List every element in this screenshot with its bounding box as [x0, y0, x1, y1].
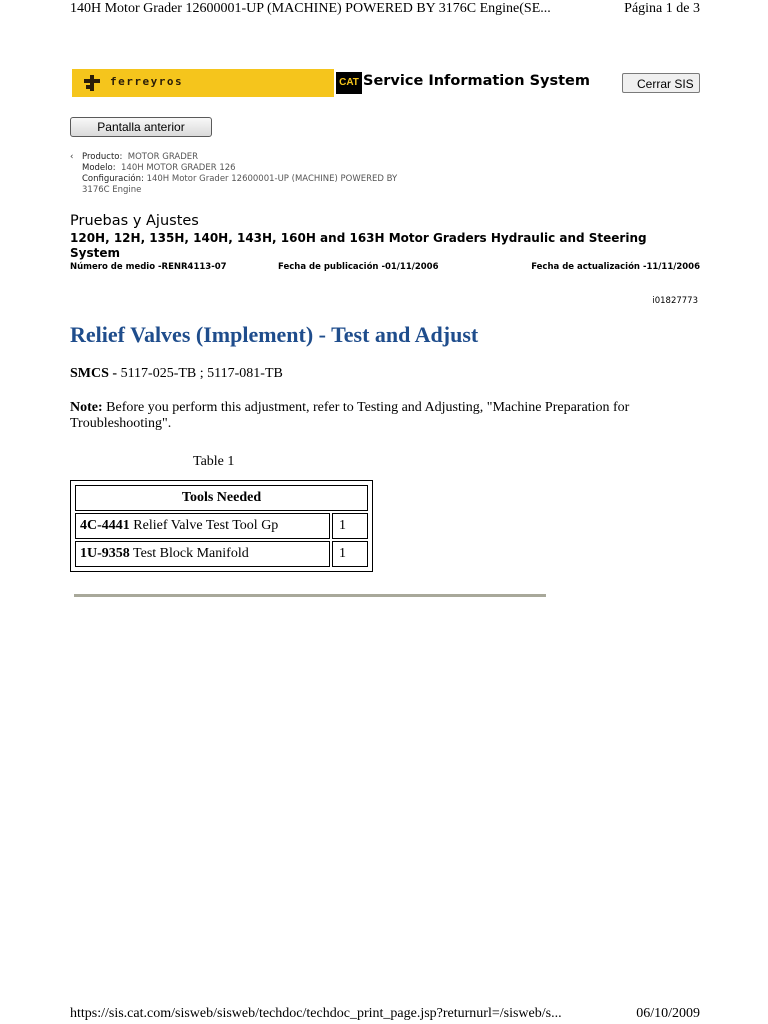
article-title: Relief Valves (Implement) - Test and Adjust [70, 322, 479, 347]
ferreyros-logo-icon [84, 75, 100, 91]
print-header-title: 140H Motor Grader 12600001-UP (MACHINE) POWERED BY 3176C Engine(SE... [70, 1, 551, 16]
config-value-line1: 140H Motor Grader 12600001-UP (MACHINE) POWERED BY [146, 174, 398, 184]
dealer-banner [72, 69, 334, 97]
part-description: Test Block Manifold [133, 546, 249, 561]
close-sis-button[interactable]: Cerrar SIS [622, 73, 700, 93]
config-row [70, 174, 397, 185]
back-arrow-icon[interactable]: ‹ [70, 152, 74, 162]
publication-date: Fecha de publicación -01/11/2006 [278, 262, 439, 272]
dealer-name: ferreyros [110, 75, 184, 88]
part-number: 1U-9358 [80, 546, 130, 561]
model-row [70, 163, 397, 174]
quantity-cell: 1 [332, 541, 368, 567]
config-value-line2: 3176C Engine [82, 185, 142, 195]
section-title: Pruebas y Ajustes [70, 213, 199, 229]
note-text: Before you perform this adjustment, refer to Testing and Adjusting, "Machine Preparation for Troubleshooting". [70, 400, 630, 431]
config-row-continued [70, 185, 397, 196]
config-label: Configuración: [82, 174, 144, 184]
smcs-line [70, 366, 283, 382]
footer-date: 06/10/2009 [636, 1006, 700, 1021]
note-paragraph [70, 400, 710, 432]
table-header-row [75, 485, 368, 511]
model-value: 140H MOTOR GRADER 126 [121, 163, 236, 173]
print-header-page-number: Página 1 de 3 [624, 1, 700, 16]
tool-cell [75, 541, 330, 567]
product-row [70, 152, 397, 163]
table-row [75, 541, 368, 567]
quantity-cell: 1 [332, 513, 368, 539]
part-number: 4C-4441 [80, 518, 130, 533]
part-description: Relief Valve Test Tool Gp [133, 518, 279, 533]
tools-needed-table [70, 480, 373, 572]
section-subtitle: 120H, 12H, 135H, 140H, 143H, 160H and 163H Motor Graders Hydraulic and Steering System [70, 231, 647, 260]
table-caption: Table 1 [193, 454, 235, 469]
smcs-value: 5117-025-TB ; 5117-081-TB [120, 366, 283, 381]
footer-url: https://sis.cat.com/sisweb/sisweb/techdoc/techdoc_print_page.jsp?returnurl=/sisweb/s... [70, 1006, 562, 1021]
document-id: i01827773 [652, 296, 698, 306]
product-info [70, 152, 397, 196]
horizontal-divider [74, 594, 546, 597]
table-row [75, 513, 368, 539]
previous-screen-button[interactable]: Pantalla anterior [70, 117, 212, 137]
tool-cell [75, 513, 330, 539]
cat-logo: CAT [336, 72, 362, 94]
system-title: Service Information System [363, 73, 590, 89]
update-date: Fecha de actualización -11/11/2006 [531, 262, 700, 272]
table-header: Tools Needed [75, 485, 368, 511]
media-number: Número de medio -RENR4113-07 [70, 262, 227, 272]
smcs-label: SMCS - [70, 366, 118, 381]
product-label: Producto: [82, 152, 123, 162]
note-label: Note: [70, 400, 103, 415]
publication-meta [70, 262, 700, 274]
model-label: Modelo: [82, 163, 116, 173]
sis-banner [70, 68, 700, 98]
product-value: MOTOR GRADER [127, 152, 199, 162]
